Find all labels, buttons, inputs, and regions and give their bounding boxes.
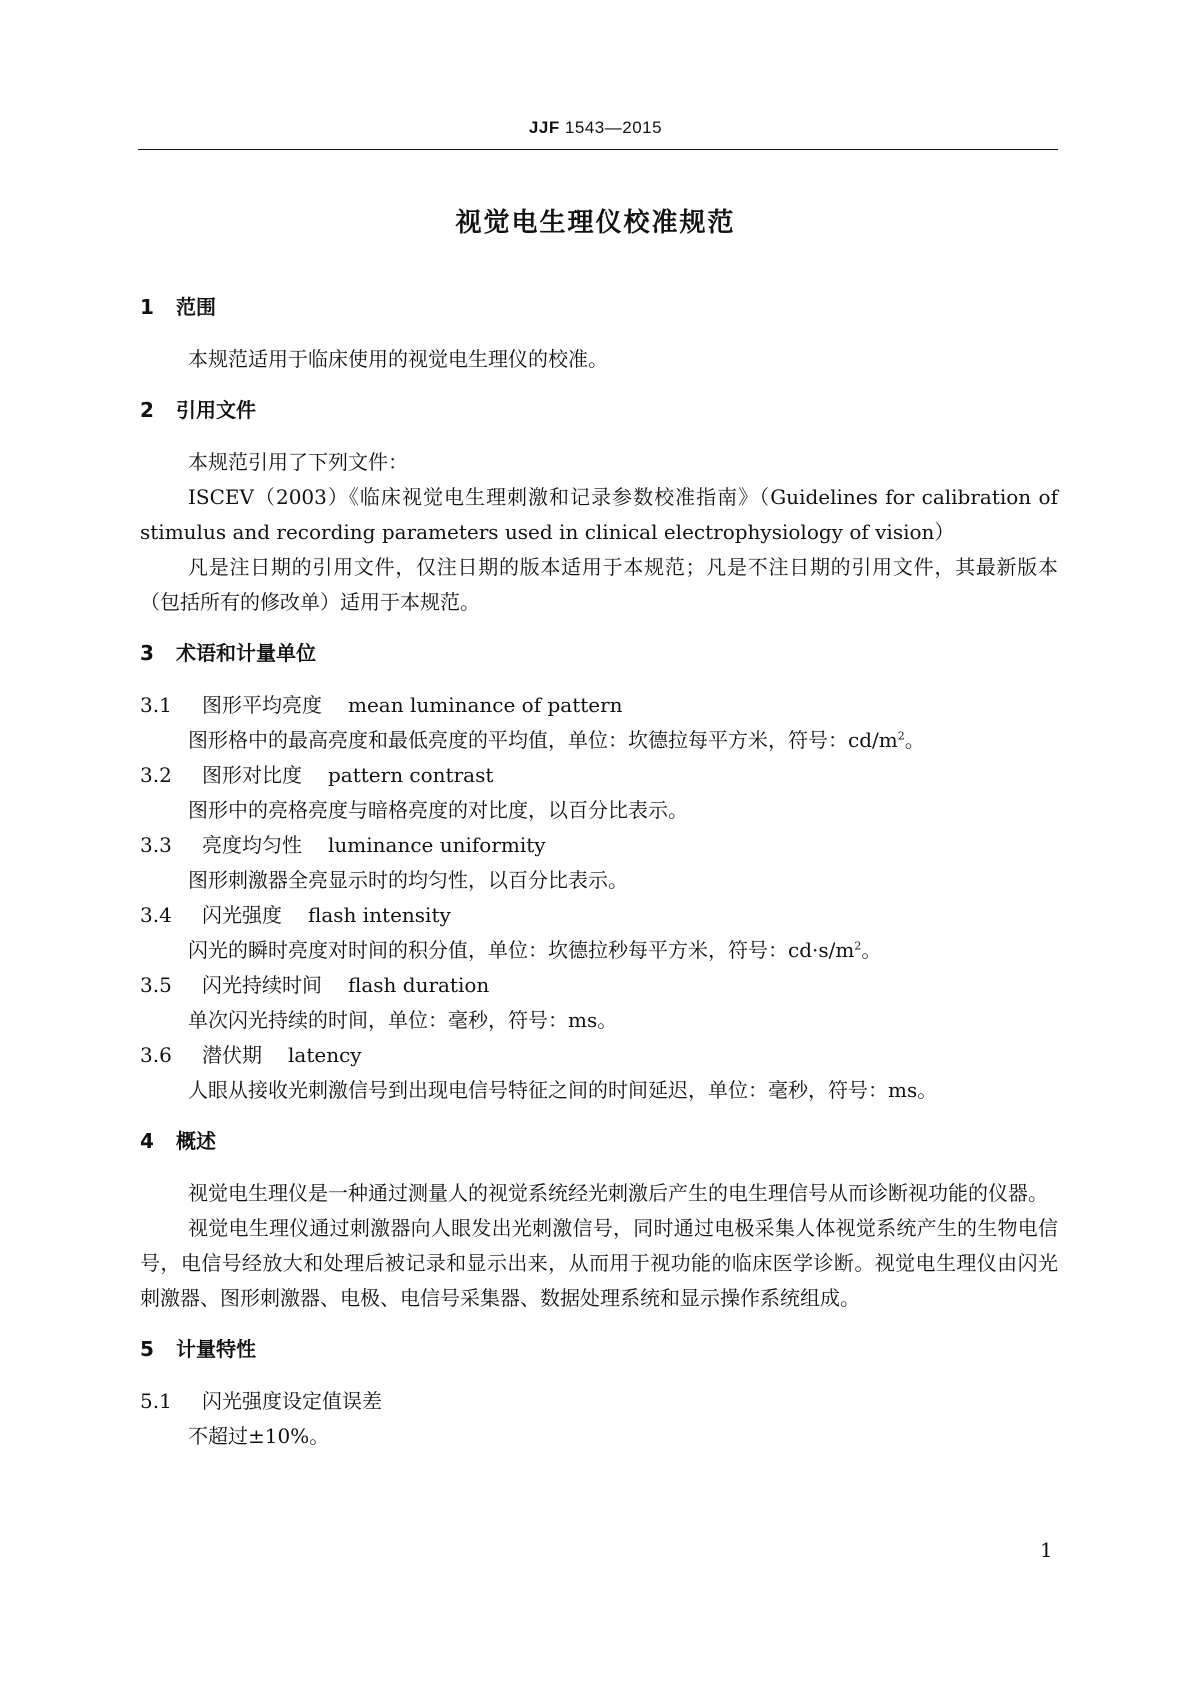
term-definition-tail: 。 [861, 938, 882, 962]
section-title: 引用文件 [176, 398, 256, 422]
term-definition [140, 933, 1058, 968]
section-5-heading [140, 1332, 1058, 1366]
term-definition-tail: 。 [904, 728, 925, 752]
section-number: 3 [140, 641, 154, 665]
term-chinese: 闪光强度 [202, 903, 282, 927]
term-heading [140, 828, 1058, 863]
term-english: latency [288, 1043, 362, 1067]
section-number: 5 [140, 1337, 154, 1361]
term-definition [140, 723, 1058, 758]
section-number: 2 [140, 398, 154, 422]
term-chinese: 闪光持续时间 [202, 973, 322, 997]
superscript: 2 [897, 729, 905, 743]
standard-code [0, 118, 1191, 138]
section-4-heading [140, 1124, 1058, 1158]
term-definition-text: 图形格中的最高亮度和最低亮度的平均值，单位：坎德拉每平方米，符号：cd/m [188, 728, 898, 752]
superscript: 2 [854, 939, 862, 953]
spacer [140, 620, 1058, 636]
section-2-heading [140, 393, 1058, 427]
term-english: flash duration [348, 973, 490, 997]
section-4-para-2: 视觉电生理仪通过刺激器向人眼发出光刺激信号，同时通过电极采集人体视觉系统产生的生物电信号，电信号经放大和处理后被记录和显示出来，从而用于视功能的临床医学诊断。视觉电生理仪由闪光刺激器、图形刺激器、电极、电信号采集器、数据处理系统和显示操作系统组成。 [140, 1216, 1058, 1310]
term-number: 3.6 [140, 1043, 172, 1067]
spacer [140, 1108, 1058, 1124]
term-english: mean luminance of pattern [348, 693, 623, 717]
subsection-5-1-heading [140, 1384, 1058, 1419]
term-chinese: 图形平均亮度 [202, 693, 322, 717]
section-title: 计量特性 [176, 1337, 256, 1361]
term-chinese: 亮度均匀性 [202, 833, 302, 857]
term-english: luminance uniformity [328, 833, 546, 857]
term-definition: 单次闪光持续的时间，单位：毫秒，符号：ms。 [188, 1008, 618, 1032]
term-definition: 图形中的亮格亮度与暗格亮度的对比度，以百分比表示。 [188, 798, 688, 822]
term-heading [140, 1038, 1058, 1073]
term-3-1 [140, 688, 1058, 758]
spacer [140, 1316, 1058, 1332]
term-chinese: 潜伏期 [202, 1043, 262, 1067]
term-definition-text: 闪光的瞬时亮度对时间的积分值，单位：坎德拉秒每平方米，符号：cd·s/m [188, 938, 855, 962]
term-3-4 [140, 898, 1058, 968]
standard-code-prefix: JJF [528, 118, 560, 137]
term-heading [140, 898, 1058, 933]
section-title: 术语和计量单位 [176, 641, 316, 665]
term-3-5 [140, 968, 1058, 1038]
term-heading [140, 968, 1058, 1003]
subsection-5-1-text: 不超过±10%。 [188, 1424, 330, 1448]
term-definition: 人眼从接收光刺激信号到出现电信号特征之间的时间延迟，单位：毫秒，符号：ms。 [188, 1078, 938, 1102]
term-english: pattern contrast [328, 763, 494, 787]
section-title: 范围 [176, 295, 216, 319]
section-3-heading [140, 636, 1058, 670]
term-number: 3.4 [140, 903, 172, 927]
standard-code-number: 1543—2015 [559, 118, 663, 137]
section-1-text: 本规范适用于临床使用的视觉电生理仪的校准。 [188, 347, 608, 371]
term-number: 3.2 [140, 763, 172, 787]
page-number: 1 [1040, 1538, 1053, 1562]
term-number: 3.3 [140, 833, 172, 857]
term-3-2 [140, 758, 1058, 828]
section-2-para-2: ISCEV（2003）《临床视觉电生理刺激和记录参数校准指南》（Guidelines for calibration of stimulus and recording parameters used in clinical electrophysiology of vision） [140, 485, 1058, 544]
term-number: 3.5 [140, 973, 172, 997]
term-3-6 [140, 1038, 1058, 1108]
term-english: flash intensity [308, 903, 451, 927]
subsection-title: 闪光强度设定值误差 [202, 1389, 382, 1413]
section-number: 4 [140, 1129, 154, 1153]
section-1-heading [140, 290, 1058, 324]
spacer [140, 377, 1058, 393]
document-title: 视觉电生理仪校准规范 [455, 208, 736, 238]
section-title: 概述 [176, 1129, 216, 1153]
section-number: 1 [140, 295, 154, 319]
header-rule [138, 149, 1058, 150]
section-2-para-1: 本规范引用了下列文件： [188, 450, 408, 474]
term-number: 3.1 [140, 693, 172, 717]
term-heading [140, 688, 1058, 723]
subsection-number: 5.1 [140, 1389, 172, 1413]
term-chinese: 图形对比度 [202, 763, 302, 787]
term-3-3 [140, 828, 1058, 898]
term-definition: 图形刺激器全亮显示时的均匀性，以百分比表示。 [188, 868, 628, 892]
section-2-para-3: 凡是注日期的引用文件，仅注日期的版本适用于本规范；凡是不注日期的引用文件，其最新版本（包括所有的修改单）适用于本规范。 [140, 555, 1058, 614]
term-heading [140, 758, 1058, 793]
document-body [140, 290, 1058, 1454]
section-4-para-1: 视觉电生理仪是一种通过测量人的视觉系统经光刺激后产生的电生理信号从而诊断视功能的仪器。 [188, 1181, 1048, 1205]
